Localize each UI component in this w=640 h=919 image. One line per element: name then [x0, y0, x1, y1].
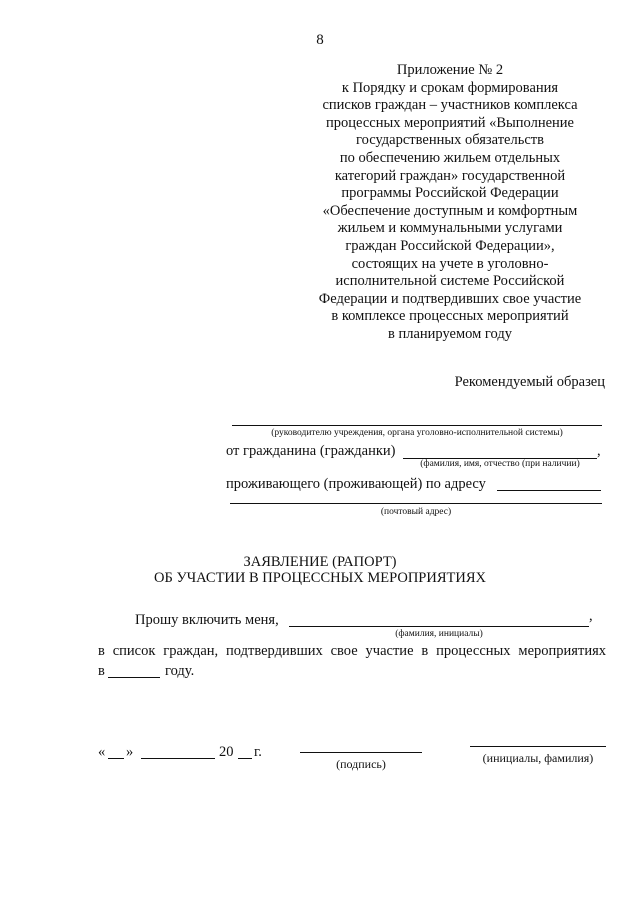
- date-day-line[interactable]: [108, 758, 124, 759]
- request-name-line[interactable]: [289, 626, 589, 627]
- appendix-line: категорий граждан» государственной: [334, 167, 566, 184]
- address-line-1[interactable]: [497, 490, 601, 491]
- signature-line[interactable]: [300, 752, 422, 753]
- appendix-line: состоящих на учете в уголовно-: [351, 255, 549, 272]
- appendix-line: Федерации и подтвердивших свое участие: [318, 290, 582, 307]
- page-number: 8: [316, 32, 324, 48]
- appendix-line: «Обеспечение доступным и комфортным: [322, 202, 578, 219]
- residing-label: проживающего (проживающей) по адресу: [226, 476, 486, 492]
- appendix-line: Приложение № 2: [396, 62, 504, 78]
- request-name-caption: (фамилия, инициалы): [395, 629, 483, 639]
- request-comma: ,: [589, 608, 593, 624]
- initials-caption: (инициалы, фамилия): [482, 751, 594, 765]
- appendix-line: в планируемом году: [388, 325, 512, 342]
- citizen-name-caption: (фамилия, имя, отчество (при наличии): [420, 459, 580, 469]
- year-prefix: в: [98, 663, 105, 679]
- date-close-quote: »: [126, 744, 134, 760]
- document-title: ЗАЯВЛЕНИЕ (РАПОРТ): [243, 554, 397, 570]
- request-label: Прошу включить меня,: [135, 612, 279, 628]
- signature-caption: (подпись): [336, 757, 386, 771]
- appendix-line: государственных обязательств: [356, 132, 544, 149]
- from-citizen-label: от гражданина (гражданки): [226, 443, 396, 459]
- date-open-quote: «: [98, 744, 106, 760]
- appendix-line: к Порядку и срокам формирования: [341, 79, 559, 96]
- appendix-line: по обеспечению жильем отдельных: [339, 149, 561, 166]
- document-subtitle: ОБ УЧАСТИИ В ПРОЦЕССНЫХ МЕРОПРИЯТИЯХ: [154, 570, 486, 586]
- date-month-line[interactable]: [141, 758, 215, 759]
- appendix-heading: [300, 62, 600, 344]
- date-year-prefix: 20: [219, 744, 234, 760]
- appendix-line: жильем и коммунальными услугами: [337, 220, 563, 237]
- addressee-line[interactable]: [232, 425, 602, 426]
- address-caption: (почтовый адрес): [380, 507, 452, 517]
- date-year-suffix: г.: [254, 744, 262, 760]
- list-sentence: в список граждан, подтвердивших свое участие в процессных мероприятиях: [98, 643, 606, 659]
- recommended-sample-label: Рекомендуемый образец: [454, 374, 605, 390]
- appendix-line: в комплексе процессных мероприятий: [331, 308, 569, 325]
- year-line[interactable]: [108, 677, 160, 678]
- address-line-2[interactable]: [230, 503, 602, 504]
- addressee-caption: (руководителю учреждения, органа уголовно-исполнительной системы): [271, 428, 563, 438]
- appendix-line: исполнительной системе Российской: [335, 273, 565, 290]
- appendix-line: списков граждан – участников комплекса: [322, 97, 578, 114]
- initials-line[interactable]: [470, 746, 606, 747]
- appendix-line: граждан Российской Федерации»,: [345, 237, 555, 254]
- appendix-line: процессных мероприятий «Выполнение: [326, 114, 574, 131]
- from-comma: ,: [597, 443, 601, 459]
- date-year-line[interactable]: [238, 758, 252, 759]
- year-suffix: году.: [165, 663, 195, 679]
- appendix-line: программы Российской Федерации: [341, 185, 559, 202]
